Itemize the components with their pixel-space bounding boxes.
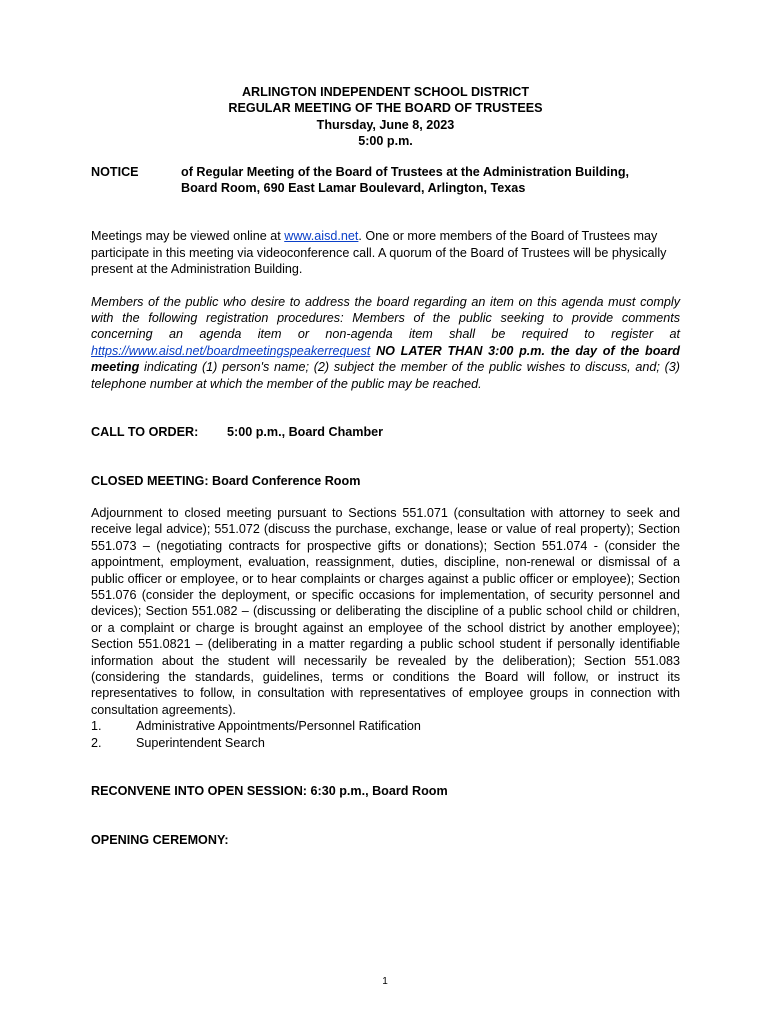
notice-label: NOTICE (91, 164, 139, 179)
viewing-paragraph (91, 228, 680, 277)
call-to-order-value: 5:00 p.m., Board Chamber (227, 425, 384, 440)
reconvene-heading: RECONVENE INTO OPEN SESSION: 6:30 p.m., Board Room (91, 784, 448, 798)
call-to-order (91, 424, 680, 440)
list-item-number: 1. (91, 719, 102, 734)
notice-line-2: Board Room, 690 East Lamar Boulevard, Arlington, Texas (181, 181, 526, 196)
speaker-request-link[interactable]: https://www.aisd.net/boardmeetingspeakerrequest (91, 343, 371, 358)
district-name: ARLINGTON INDEPENDENT SCHOOL DISTRICT (241, 85, 530, 99)
list-item-text: Superintendent Search (136, 735, 265, 750)
notice-line-1: of Regular Meeting of the Board of Trustees at the Administration Building, (181, 164, 630, 179)
closed-meeting-heading: CLOSED MEETING: Board Conference Room (91, 473, 361, 488)
notice-text (181, 164, 680, 197)
list-item-text: Administrative Appointments/Personnel Ratification (136, 719, 421, 734)
call-to-order-label: CALL TO ORDER: (91, 425, 199, 440)
meeting-title: REGULAR MEETING OF THE BOARD OF TRUSTEES (228, 101, 543, 116)
viewing-suffix: . One or more members of the Board of Trustees may participate in this meeting via videoconference call. A quorum of the Board of Trustees will be physically present at the Administration Building. (91, 229, 667, 277)
opening-ceremony-heading: OPENING CEREMONY: (91, 833, 229, 848)
public-comment-text-2: indicating (1) person's name; (2) subject the member of the public wishes to discuss, and; (3) telephone number at which the member of the public may be reached. (91, 360, 680, 391)
agenda-page (91, 84, 680, 849)
document-header (91, 84, 680, 150)
closed-meeting-text: Adjournment to closed meeting pursuant to Sections 551.071 (consultation with attorney to seek and receive legal advice); 551.072 (discuss the purchase, exchange, lease or value of real property); Section 551.073 – (negotiating contracts for prospective gifts or donations); Section 551.074 - (consider the appointment, employment, evaluation, reassignment, duties, discipline, non-renewal or dismissal of a public officer or employee, or to hear complaints or charges against a public officer or employee); Section 551.076 (consider the deployment, or specific occasions for implementation, of security personnel and devices); Section 551.082 – (discussing or deliberating the discipline of a public school child or children, or a complaint or charge is brought against an employee of the school district by another employee); Section 551.0821 – (deliberating in a matter regarding a public school student if personally identifiable information about the student will necessarily be revealed by the deliberation); Section 551.083 (considering the standards, guidelines, terms or conditions the Board will follow, or instruct its representatives to follow, in consultation with representatives of employee groups in connection with consultation agreements). (91, 505, 680, 717)
registration-deadline: NO LATER THAN 3:00 p.m. the day of the board meeting (91, 343, 680, 375)
closed-meeting-body (91, 505, 680, 751)
notice-section (91, 164, 680, 197)
list-item (91, 735, 680, 751)
viewing-prefix: Meetings may be viewed online at (91, 229, 285, 244)
list-item-number: 2. (91, 735, 102, 750)
public-comment-text-1: Members of the public who desire to address the board regarding an item on this agenda must comply with the following registration procedures: Members of the public seeking to provide comments concerning an agenda item or non-agenda item shall be required to register at (91, 294, 680, 342)
aisd-website-link[interactable]: www.aisd.net (284, 229, 359, 244)
list-item (91, 718, 680, 734)
closed-meeting-items (91, 718, 680, 751)
meeting-date: Thursday, June 8, 2023 (316, 117, 455, 132)
meeting-time: 5:00 p.m. (358, 134, 413, 149)
public-comment-paragraph (91, 294, 680, 392)
page-number: 1 (382, 976, 388, 987)
